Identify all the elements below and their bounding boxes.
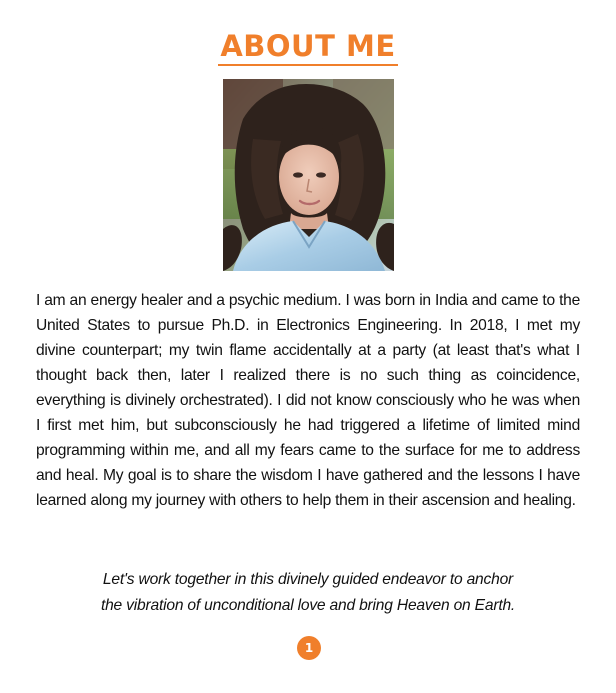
page-title-text: ABOUT ME [218, 28, 397, 66]
portrait-photo [223, 79, 394, 271]
portrait-photo-image [223, 79, 394, 271]
closing-quote-line-1: Let's work together in this divinely guided endeavor to anchor [102, 571, 514, 588]
page-title [0, 26, 616, 66]
closing-quote-line-2: the vibration of unconditional love and bring Heaven on Earth. [100, 597, 516, 614]
page-number-badge: 1 [297, 636, 321, 660]
about-paragraph: I am an energy healer and a psychic medium. I was born in India and came to the United States to pursue Ph.D. in Electronics Engineering. In 2018, I met my divine counterpart; my twin flame accidentally at a party (at least that's what I thought back then, later I realized there is no such thing as coincidence, everything is divinely orchestrated). I did not know consciously who he was when I first met him, but subconsciously he had triggered a lifetime of limited mind programming within me, and all my fears came to the surface for me to address and heal. My goal is to share the wisdom I have gathered and the lessons I have learned along my journey with others to help them in their ascension and healing. [36, 292, 580, 509]
closing-quote [0, 567, 616, 619]
